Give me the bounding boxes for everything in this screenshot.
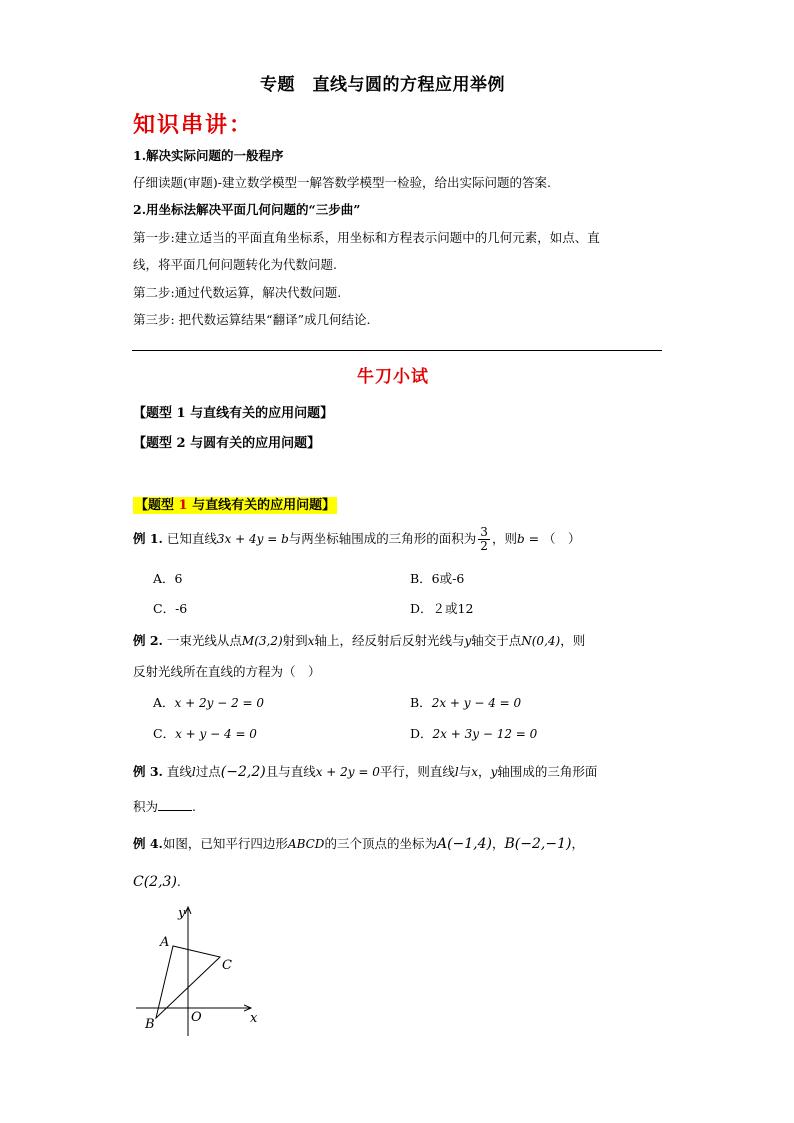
highlight-box [133,497,337,514]
example-2-text3: 轴上，经反射后反射光线与 [314,633,465,648]
parallelogram-name: ABCD [287,837,325,851]
k1-heading: 1.解决实际问题的一般程序 [133,148,284,163]
example-2-text4: 轴交于点 [471,633,522,648]
example-3-line2 [133,797,196,815]
label-b: B [145,1017,155,1032]
y-axis-label: y [178,906,186,921]
example-3-label: 例 3. [133,764,163,779]
point-coords: (−2,2) [220,764,266,780]
x-axis-label: x [250,1011,258,1026]
option-letter: C． [153,726,176,741]
point-a: A(−1,4) [436,836,492,852]
point-c: C(2,3) [133,874,177,890]
separator: ， [491,836,505,851]
example-4-label: 例 4. [133,836,163,851]
example-2 [133,631,585,649]
fraction-denominator: 2 [480,539,488,553]
option-equation: x + y − 4 = 0 [175,727,257,741]
step1-line2: 线，将平面几何问题转化为代数问题. [133,257,337,272]
ex2-option-a[interactable] [153,693,264,711]
example-2-text5: ，则 [560,633,586,648]
fraction-numerator: 3 [480,525,488,539]
point-m: M(3,2) [241,634,283,648]
example-4-text: 如图，已知平行四边形 [162,836,288,851]
example-3-text2: 过点 [195,764,221,779]
example-3-text6: ， [478,764,491,779]
ex2-option-c[interactable] [153,724,257,742]
option-equation: 2x + 3y − 12 = 0 [432,727,538,741]
option-letter: A． [153,695,175,710]
step3-text: 第三步: 把代数运算结果“翻译”成几何结论. [133,312,371,327]
knowledge-heading: 知识串讲： [133,112,254,138]
k1-body: 仔细读题(审题)-建立数学模型一解答数学模型一检验，给出实际问题的答案. [133,175,551,190]
example-1-text: 已知直线 [166,531,217,546]
option-letter: B． [410,695,432,710]
label-a: A [160,935,170,950]
toc-item-2[interactable]: 【题型 2 与圆有关的应用问题】 [133,436,321,451]
example-4 [133,834,584,852]
example-3-text: 直线 [166,764,192,779]
example-1-equation: 3x + 4y = b [216,532,289,546]
toc-item-1[interactable]: 【题型 1 与直线有关的应用问题】 [133,406,334,421]
area-fraction [478,526,490,553]
example-2-label: 例 2. [133,633,163,648]
example-1 [133,526,581,553]
step1-line1: 第一步:建立适当的平面直角坐标系，用坐标和方程表示问题中的几何元素，如点、直 [133,230,600,245]
label-c: C [222,958,232,973]
y-var: y [464,634,472,648]
example-2-text: 一束光线从点 [166,633,242,648]
highlight-section-title [133,494,337,513]
example-1-label: 例 1. [133,531,163,546]
ex2-option-b[interactable] [410,693,521,711]
example-1-text3: ，则 [491,531,517,546]
ex1-option-c[interactable]: C．-6 [153,601,188,616]
period: . [176,874,181,889]
step2-text: 第二步:通过代数运算，解决代数问题. [133,285,342,300]
example-3 [133,762,597,780]
example-2-text2: 射到 [282,633,308,648]
ex1-option-b[interactable]: B．6或-6 [410,571,465,586]
example-1-answer-paren: = （ ） [524,531,581,546]
example-1-text2: 与两坐标轴围成的三角形的面积为 [288,531,477,546]
x-var: x [471,765,479,779]
option-letter: D． [410,726,433,741]
highlight-post: 与直线有关的应用问题】 [187,498,336,513]
example-3-line2-text: 积为 [133,799,159,814]
section-heading: 牛刀小试 [357,367,429,387]
section-divider [132,350,662,351]
label-o: O [191,1010,202,1025]
example-1-var: b [516,532,525,546]
example-4-line2 [133,874,181,890]
example-2-line2: 反射光线所在直线的方程为（ ） [133,664,321,679]
example-3-text4: 平行，则直线 [379,764,455,779]
example-3-text7: 轴围成的三角形面 [497,764,598,779]
period: . [192,799,196,814]
example-3-text5: 与 [458,764,472,779]
separator: ， [571,836,584,851]
k2-heading: 2.用坐标法解决平面几何问题的“三步曲” [133,202,361,217]
highlight-num: 1 [178,498,188,513]
point-b: B(−2,−1) [504,836,572,852]
x-var: x [307,634,315,648]
answer-blank[interactable] [158,798,192,811]
highlight-pre: 【题型 [135,498,179,513]
page-title: 专题 直线与圆的方程应用举例 [260,75,505,95]
ex2-option-d[interactable] [410,724,537,742]
example-3-equation: x + 2y = 0 [315,765,380,779]
example-4-text2: 的三个顶点的坐标为 [324,836,437,851]
ex1-option-d[interactable]: D．２或12 [410,601,474,616]
line-l: l [191,765,196,779]
parallelogram-figure [130,900,270,1040]
example-3-text3: 且与直线 [265,764,316,779]
option-equation: 2x + y − 4 = 0 [431,696,522,710]
ex1-option-a[interactable]: A．6 [153,571,183,586]
y-var: y [490,765,498,779]
option-equation: x + 2y − 2 = 0 [174,696,265,710]
line-l: l [454,765,459,779]
point-n: N(0,4) [521,634,561,648]
